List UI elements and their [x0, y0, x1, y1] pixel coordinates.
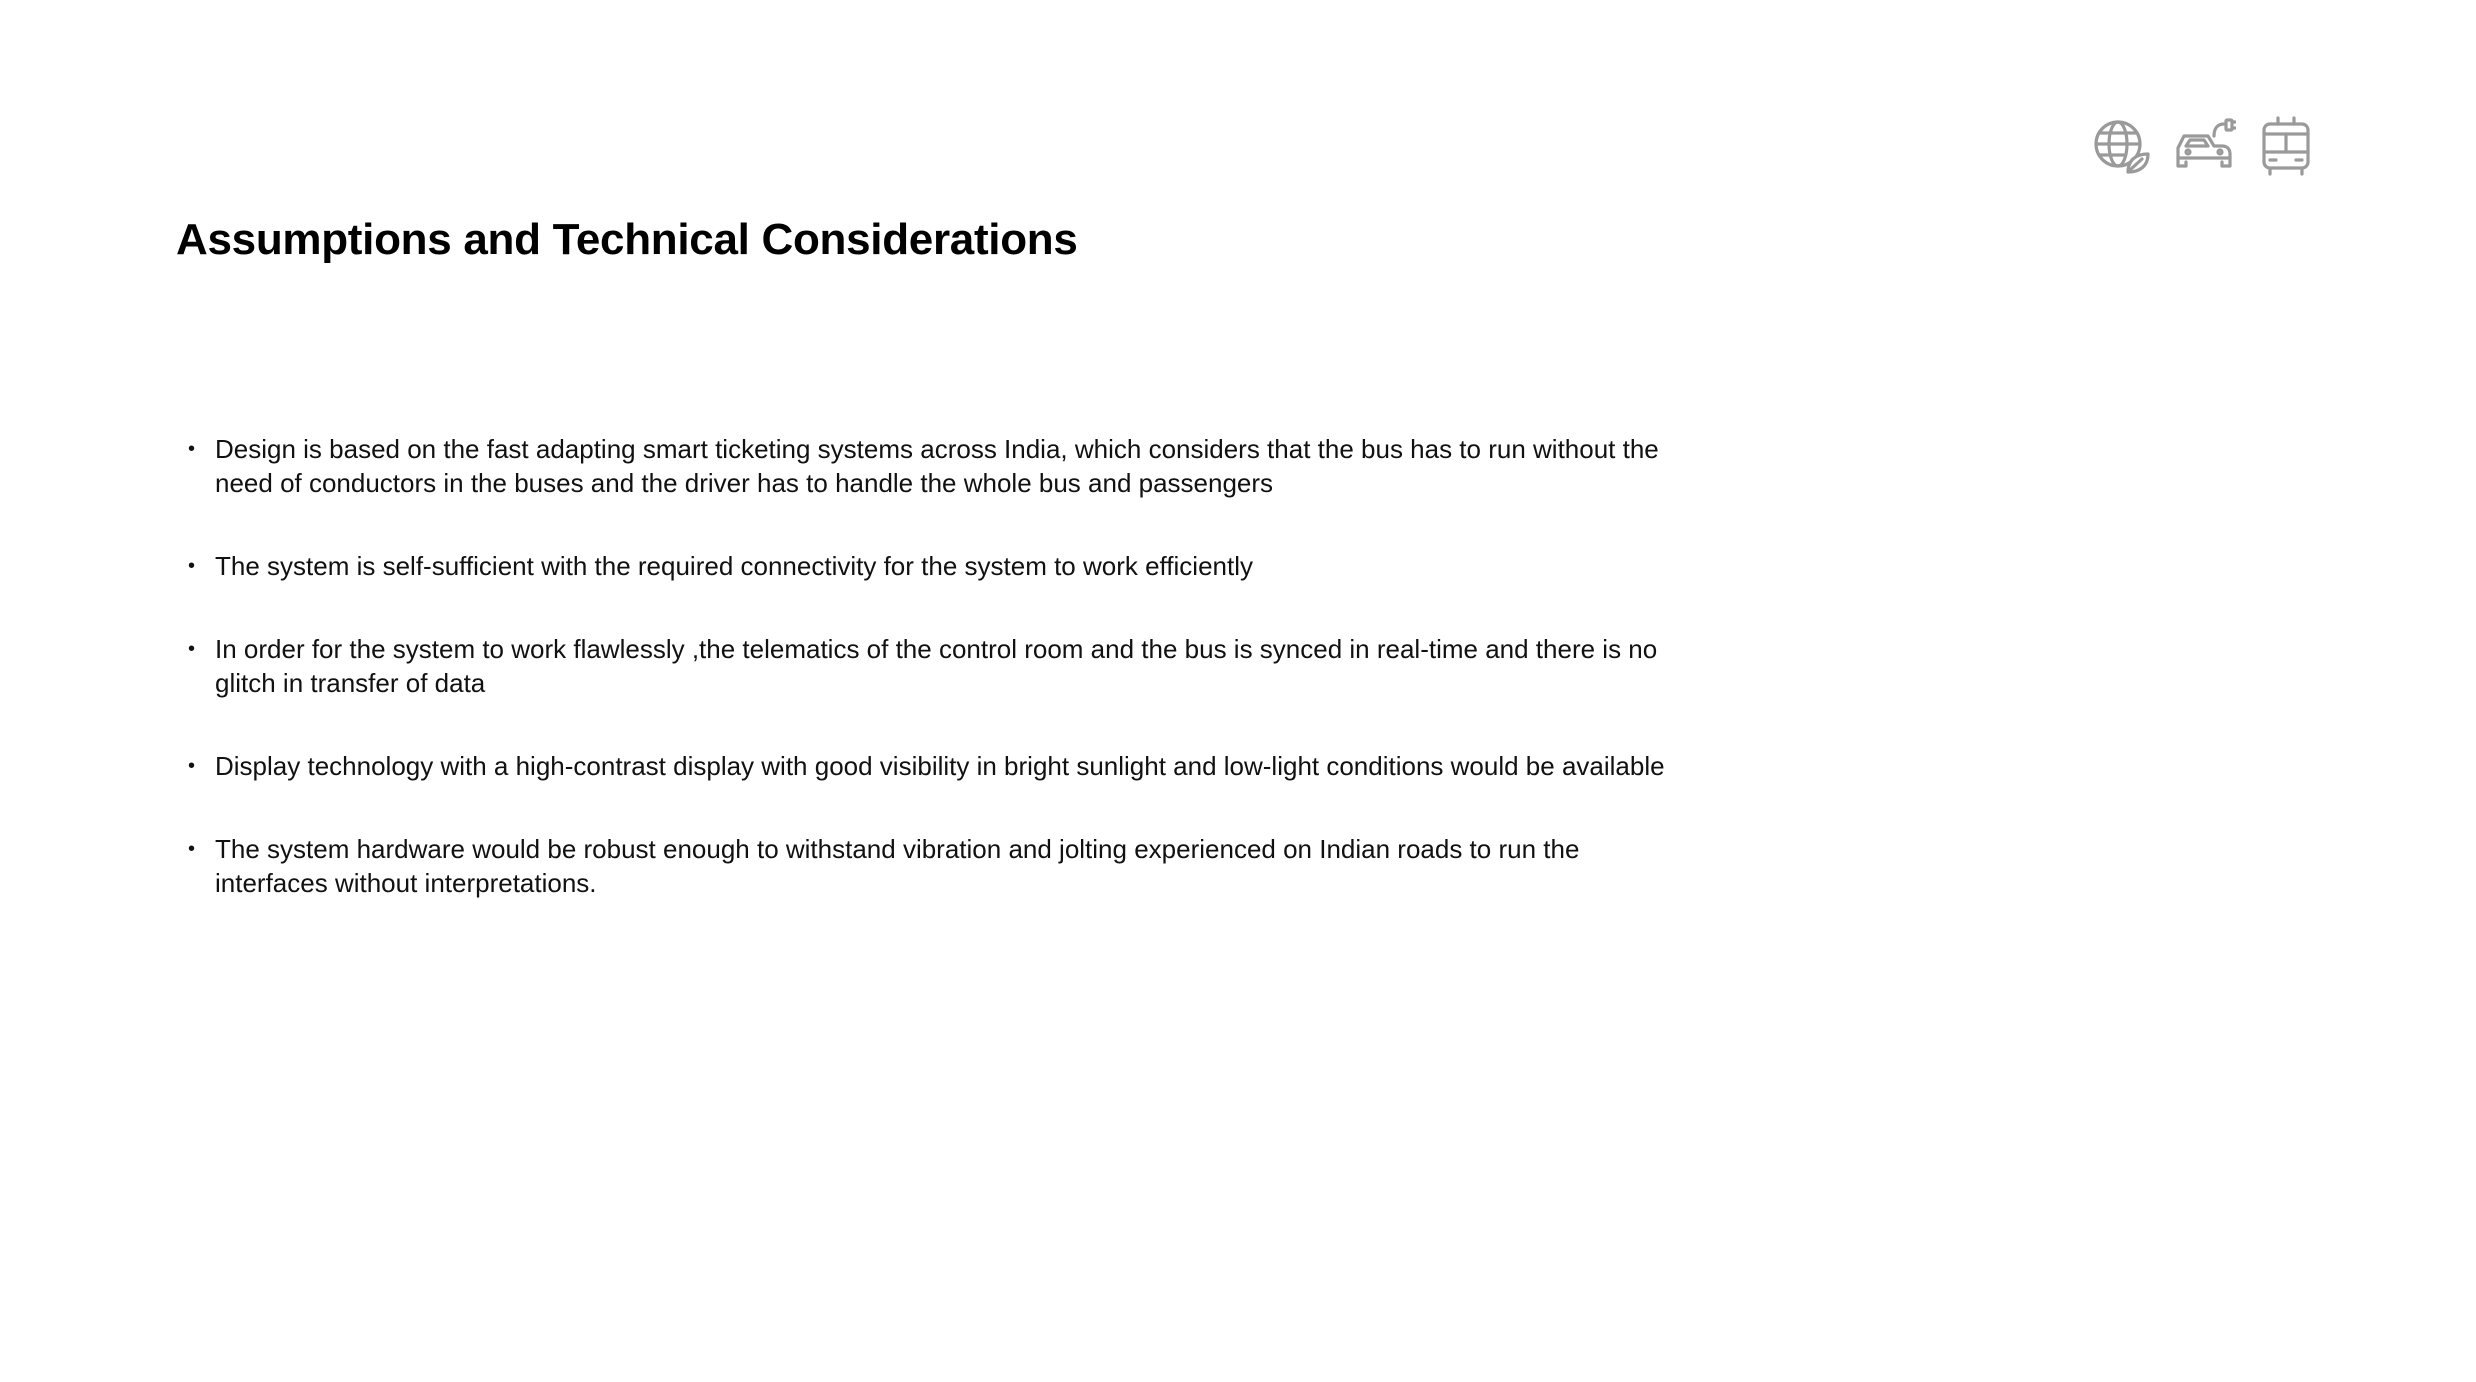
bullet-item [176, 749, 1676, 783]
bullet-text: Design is based on the fast adapting smart ticketing systems across India, which considers that the bus has to run without the need of conductors in the buses and the driver has to handle the whole bus and passengers [215, 434, 1659, 498]
bullet-dot: • [188, 638, 196, 660]
bus-icon [2254, 114, 2318, 178]
bullet-item [176, 432, 1676, 500]
bullet-dot: • [188, 555, 196, 577]
header-icons [2090, 114, 2318, 178]
globe-leaf-icon [2090, 114, 2154, 178]
bullet-text: In order for the system to work flawlessly ,the telematics of the control room and the bus is synced in real-time and there is no glitch in transfer of data [215, 634, 1658, 698]
bullet-text: The system is self-sufficient with the required connectivity for the system to work efficiently [215, 551, 1254, 581]
bullet-item [176, 832, 1676, 900]
bullet-item [176, 549, 1676, 583]
bullet-dot: • [188, 755, 196, 777]
bullet-text: Display technology with a high-contrast display with good visibility in bright sunlight and low-light conditions would be available [215, 751, 1665, 781]
bullet-dot: • [188, 838, 196, 860]
bullet-item [176, 632, 1676, 700]
electric-car-icon [2172, 114, 2236, 178]
bullet-list [176, 432, 1676, 949]
bullet-text: The system hardware would be robust enough to withstand vibration and jolting experienced on Indian roads to run the interfaces without interpretations. [215, 834, 1580, 898]
bullet-dot: • [188, 438, 196, 460]
slide-title: Assumptions and Technical Considerations [176, 215, 1078, 264]
